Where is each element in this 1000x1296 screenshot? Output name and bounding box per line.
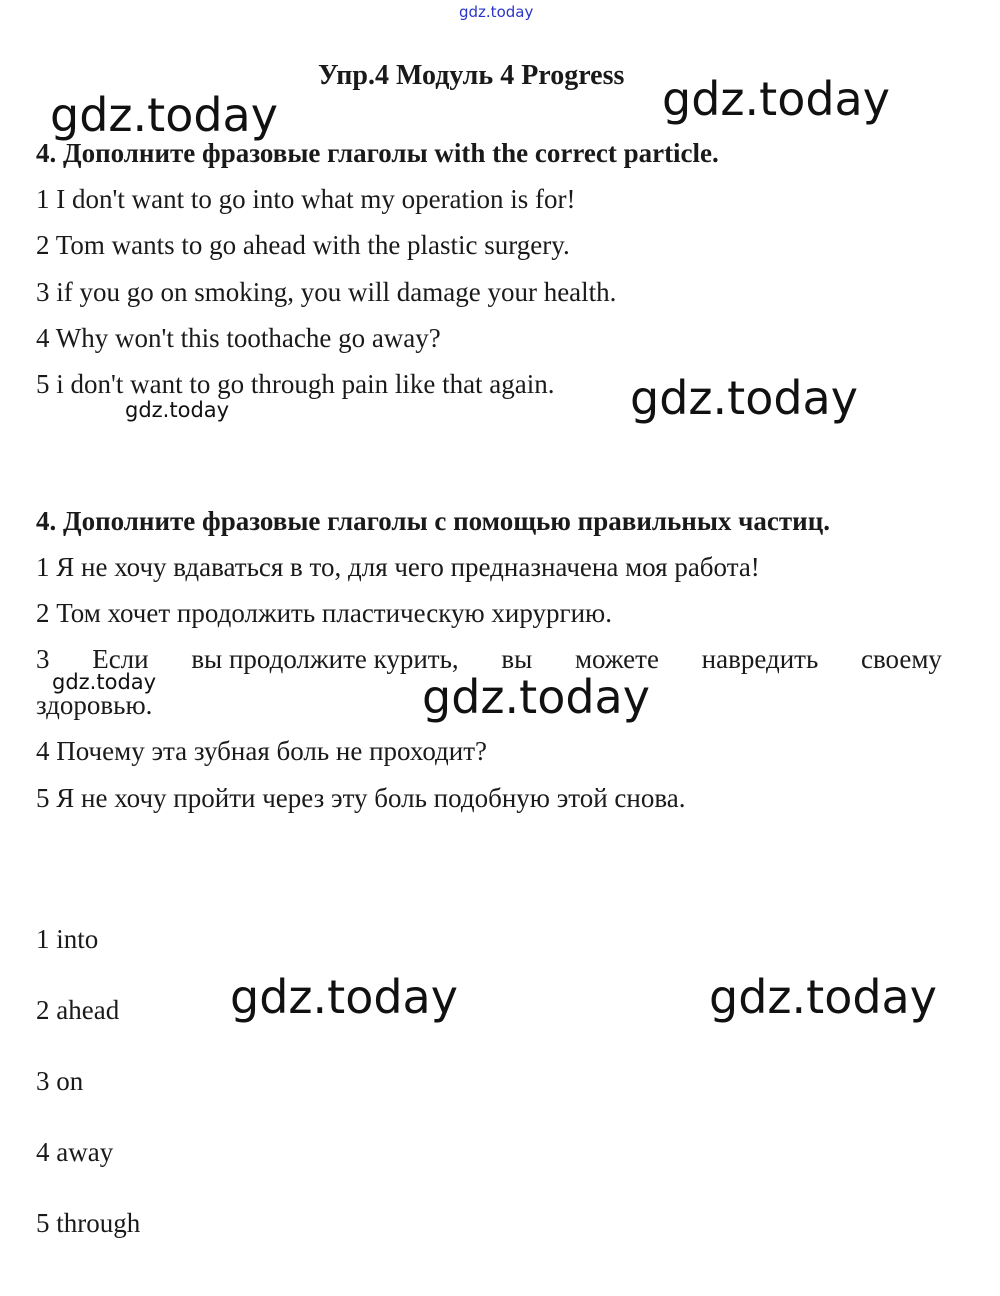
watermark-large: gdz.today — [662, 72, 890, 126]
page-title: Упр.4 Модуль 4 Progress — [318, 60, 625, 91]
english-item: 5 i don't want to go through pain like that again. — [36, 369, 555, 399]
answer-item: 5 through — [36, 1208, 141, 1238]
word: можете — [574, 644, 659, 674]
word: вы продолжите курить, — [191, 644, 459, 674]
word: навредить — [701, 644, 819, 674]
russian-item: 1 Я не хочу вдаваться в то, для чего предназначена моя работа! — [36, 552, 760, 582]
watermark-large: gdz.today — [709, 970, 937, 1024]
english-item: 2 Tom wants to go ahead with the plastic surgery. — [36, 230, 570, 260]
watermark-small: gdz.today — [125, 398, 230, 422]
answer-item: 2 ahead — [36, 995, 120, 1025]
word: 3 — [36, 644, 50, 674]
answer-item: 1 into — [36, 924, 99, 954]
word: своему — [860, 644, 942, 674]
watermark-large: gdz.today — [422, 670, 650, 724]
english-item: 4 Why won't this toothache go away? — [36, 323, 441, 353]
watermark-small: gdz.today — [52, 670, 157, 694]
answer-item: 4 away — [36, 1137, 114, 1167]
watermark-large: gdz.today — [230, 970, 458, 1024]
russian-heading: 4. Дополните фразовые глаголы с помощью правильных частиц. — [36, 506, 831, 536]
english-heading: 4. Дополните фразовые глаголы with the correct particle. — [36, 138, 719, 168]
english-item: 1 I don't want to go into what my operation is for! — [36, 184, 576, 214]
watermark-top: gdz.today — [459, 3, 534, 21]
russian-item: 4 Почему эта зубная боль не проходит? — [36, 736, 488, 766]
watermark-large: gdz.today — [50, 88, 278, 142]
answer-item: 3 on — [36, 1066, 84, 1096]
russian-item-3-continued: здоровью. — [36, 690, 153, 720]
watermark-large: gdz.today — [630, 371, 858, 425]
word: вы — [501, 644, 533, 674]
russian-item: 2 Том хочет продолжить пластическую хирургию. — [36, 598, 612, 628]
word: Если — [92, 644, 149, 674]
russian-item: 5 Я не хочу пройти через эту боль подобную этой снова. — [36, 783, 686, 813]
english-item: 3 if you go on smoking, you will damage your health. — [36, 277, 617, 307]
